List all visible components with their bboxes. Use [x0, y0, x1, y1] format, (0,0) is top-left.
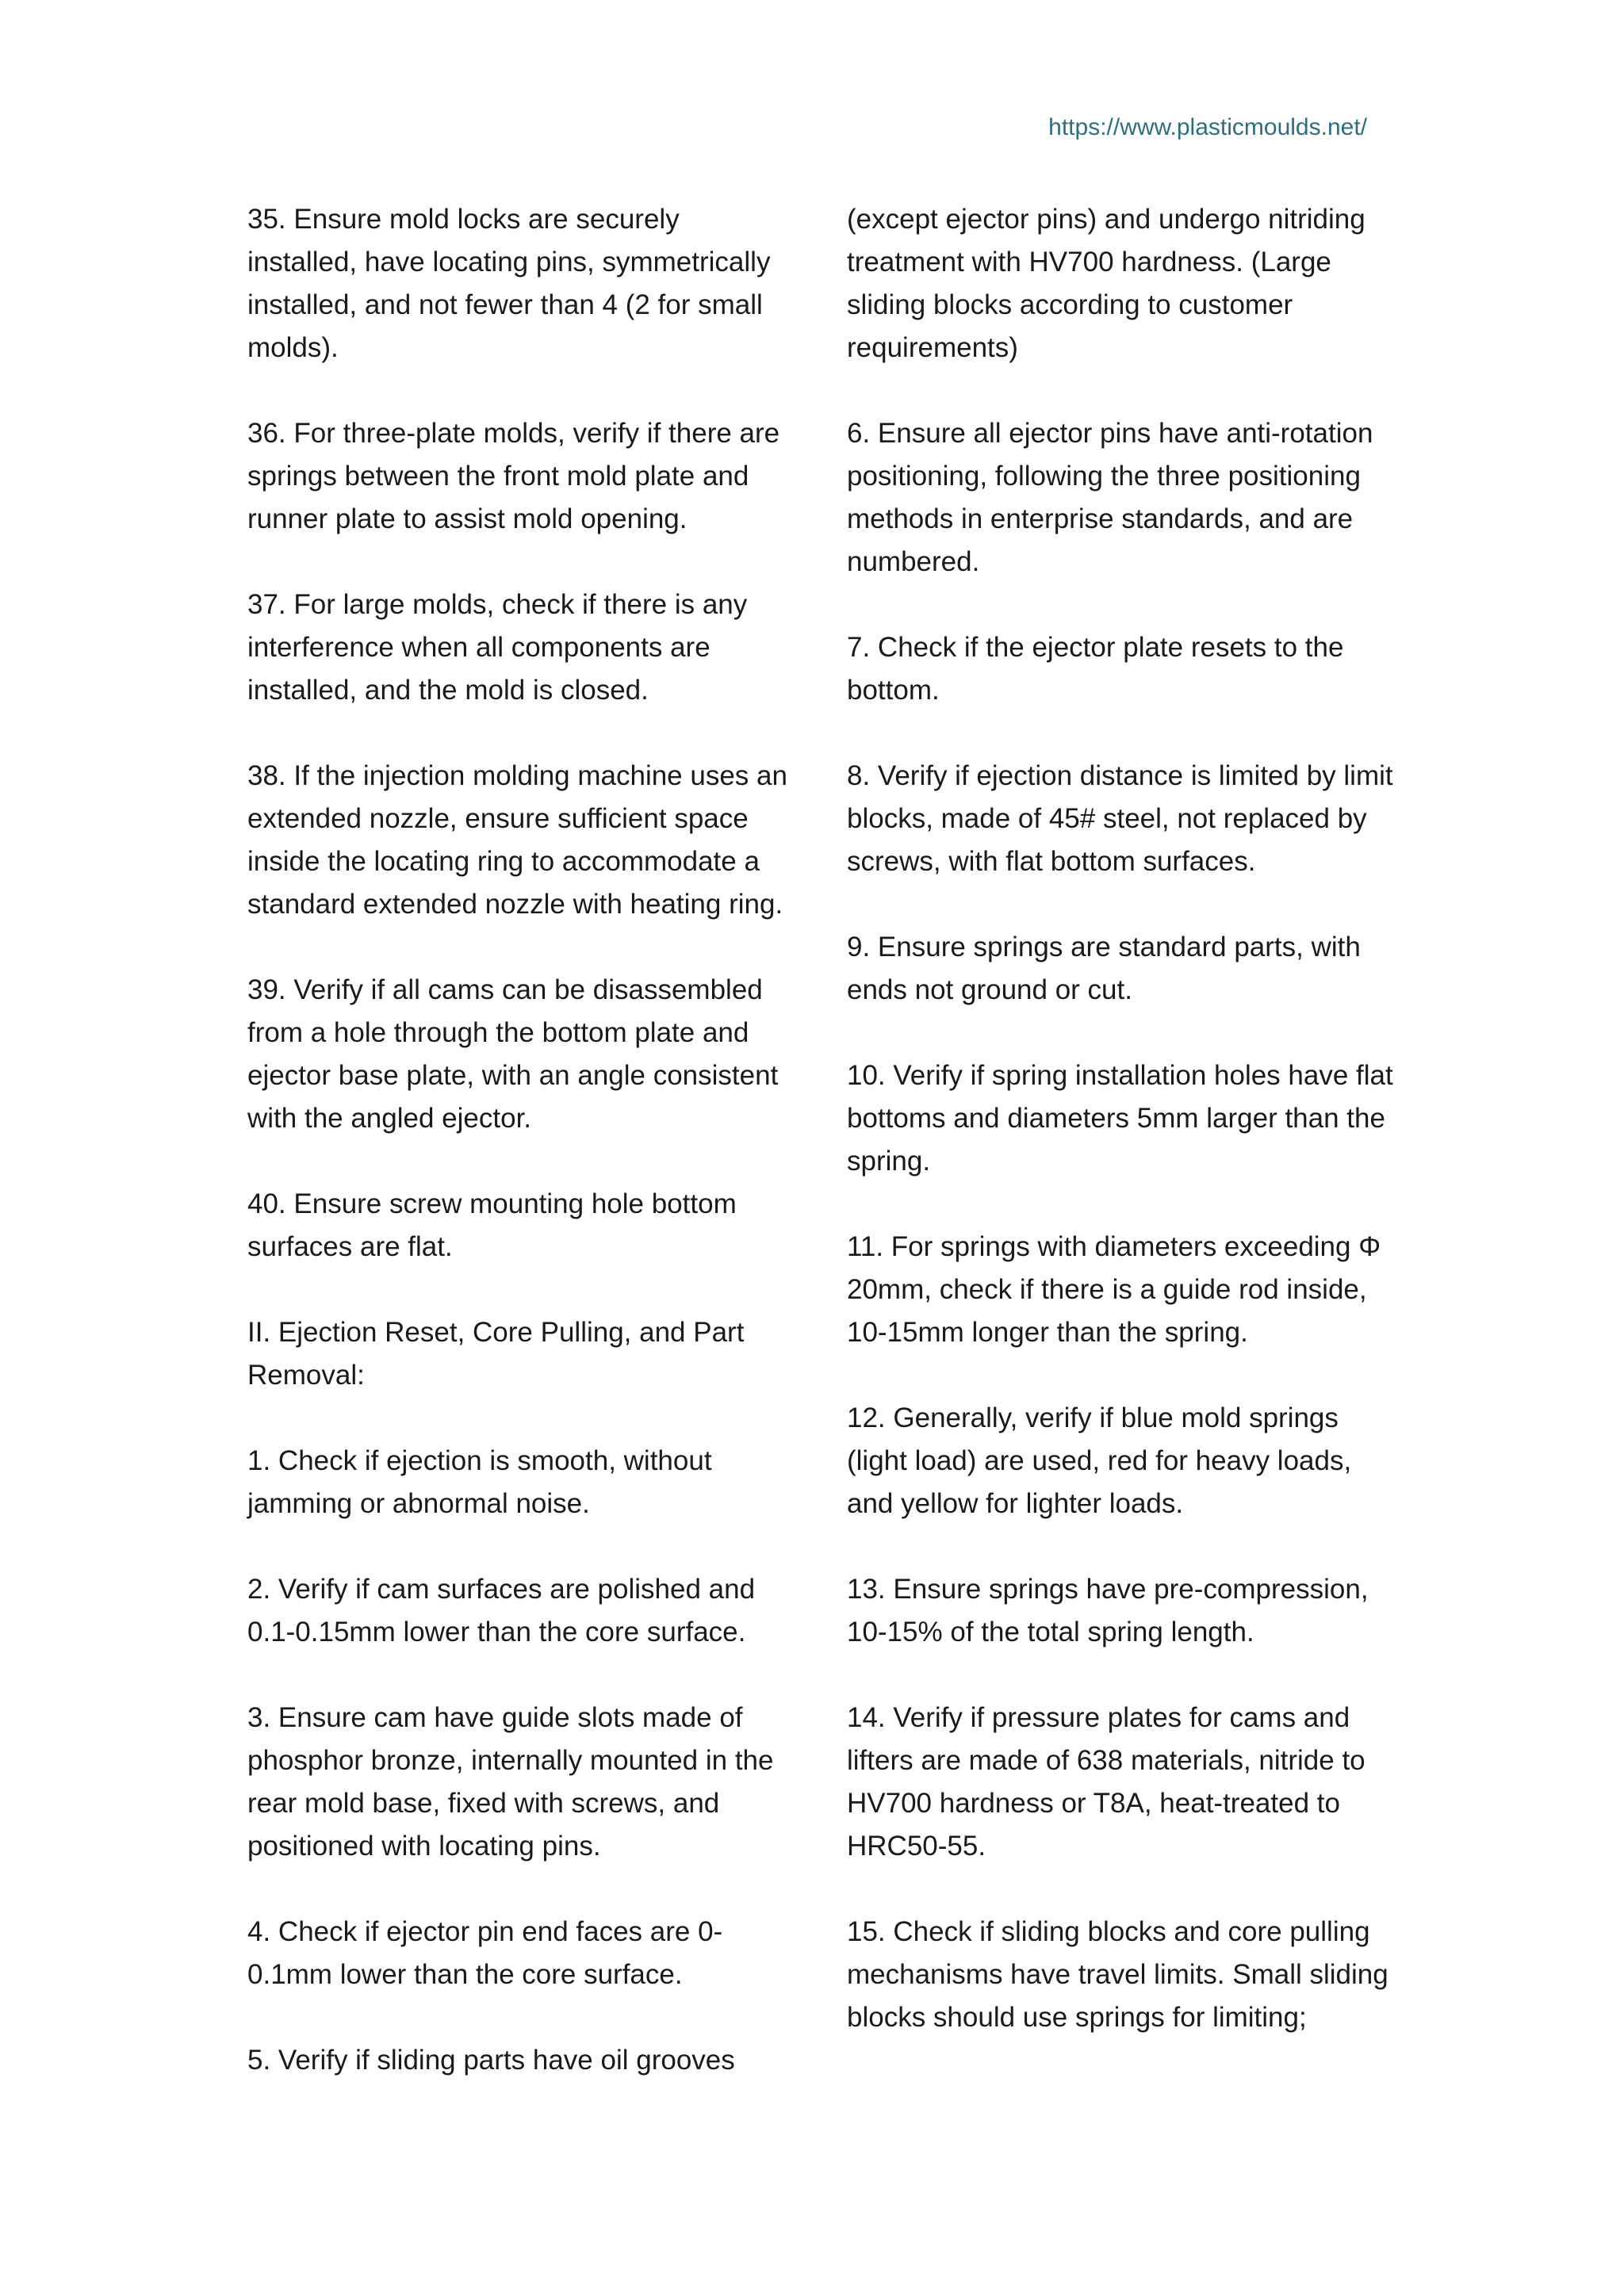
paragraph: 10. Verify if spring installation holes have flat bottoms and diameters 5mm larger than the spring. — [847, 1060, 1393, 1177]
paragraph: 3. Ensure cam have guide slots made of phosphor bronze, internally mounted in the rear mold base, fixed with screws, and positioned with locating pins. — [247, 1702, 774, 1862]
paragraph: 37. For large molds, check if there is any interference when all components are installed, and the mold is closed. — [247, 589, 748, 706]
section-heading: II. Ejection Reset, Core Pulling, and Part Removal: — [247, 1317, 745, 1391]
paragraph: 4. Check if ejector pin end faces are 0-0.1mm lower than the core surface. — [247, 1916, 723, 1990]
left-column — [247, 198, 795, 2125]
paragraph: 35. Ensure mold locks are securely installed, have locating pins, symmetrically installed, and not fewer than 4 (2 for small molds). — [247, 204, 771, 363]
paragraph: 40. Ensure screw mounting hole bottom surfaces are flat. — [247, 1188, 737, 1262]
paragraph: 2. Verify if cam surfaces are polished and 0.1-0.15mm lower than the core surface. — [247, 1574, 756, 1647]
paragraph: 1. Check if ejection is smooth, without jamming or abnormal noise. — [247, 1445, 712, 1519]
paragraph: 6. Ensure all ejector pins have anti-rotation positioning, following the three positioning methods in enterprise standards, and are numbered. — [847, 418, 1373, 577]
header-url: https://www.plasticmoulds.net/ — [1048, 114, 1367, 140]
paragraph: 9. Ensure springs are standard parts, with ends not ground or cut. — [847, 932, 1361, 1005]
paragraph: 36. For three-plate molds, verify if there are springs between the front mold plate and runner plate to assist mold opening. — [247, 418, 780, 534]
paragraph: 15. Check if sliding blocks and core pulling mechanisms have travel limits. Small sliding blocks should use springs for limiting; — [847, 1916, 1388, 2033]
paragraph: 8. Verify if ejection distance is limited by limit blocks, made of 45# steel, not replaced by screws, with flat bottom surfaces. — [847, 760, 1393, 877]
paragraph: 38. If the injection molding machine uses an extended nozzle, ensure sufficient space inside the locating ring to accommodate a standard extended nozzle with heating ring. — [247, 760, 787, 920]
paragraph: 5. Verify if sliding parts have oil grooves — [247, 2045, 735, 2076]
right-column — [847, 198, 1394, 2082]
paragraph: 14. Verify if pressure plates for cams and lifters are made of 638 materials, nitride to HV700 hardness or T8A, heat-treated to HRC50-55. — [847, 1702, 1365, 1862]
paragraph: 11. For springs with diameters exceeding Φ 20mm, check if there is a guide rod inside, 10-15mm longer than the spring. — [847, 1231, 1381, 1348]
paragraph: 7. Check if the ejector plate resets to the bottom. — [847, 632, 1344, 706]
paragraph: 13. Ensure springs have pre-compression, 10-15% of the total spring length. — [847, 1574, 1369, 1647]
paragraph: (except ejector pins) and undergo nitriding treatment with HV700 hardness. (Large sliding blocks according to customer requirements) — [847, 204, 1365, 363]
paragraph: 12. Generally, verify if blue mold springs (light load) are used, red for heavy loads, and yellow for lighter loads. — [847, 1402, 1352, 1519]
paragraph: 39. Verify if all cams can be disassembled from a hole through the bottom plate and ejector base plate, with an angle consistent with the angled ejector. — [247, 974, 779, 1134]
